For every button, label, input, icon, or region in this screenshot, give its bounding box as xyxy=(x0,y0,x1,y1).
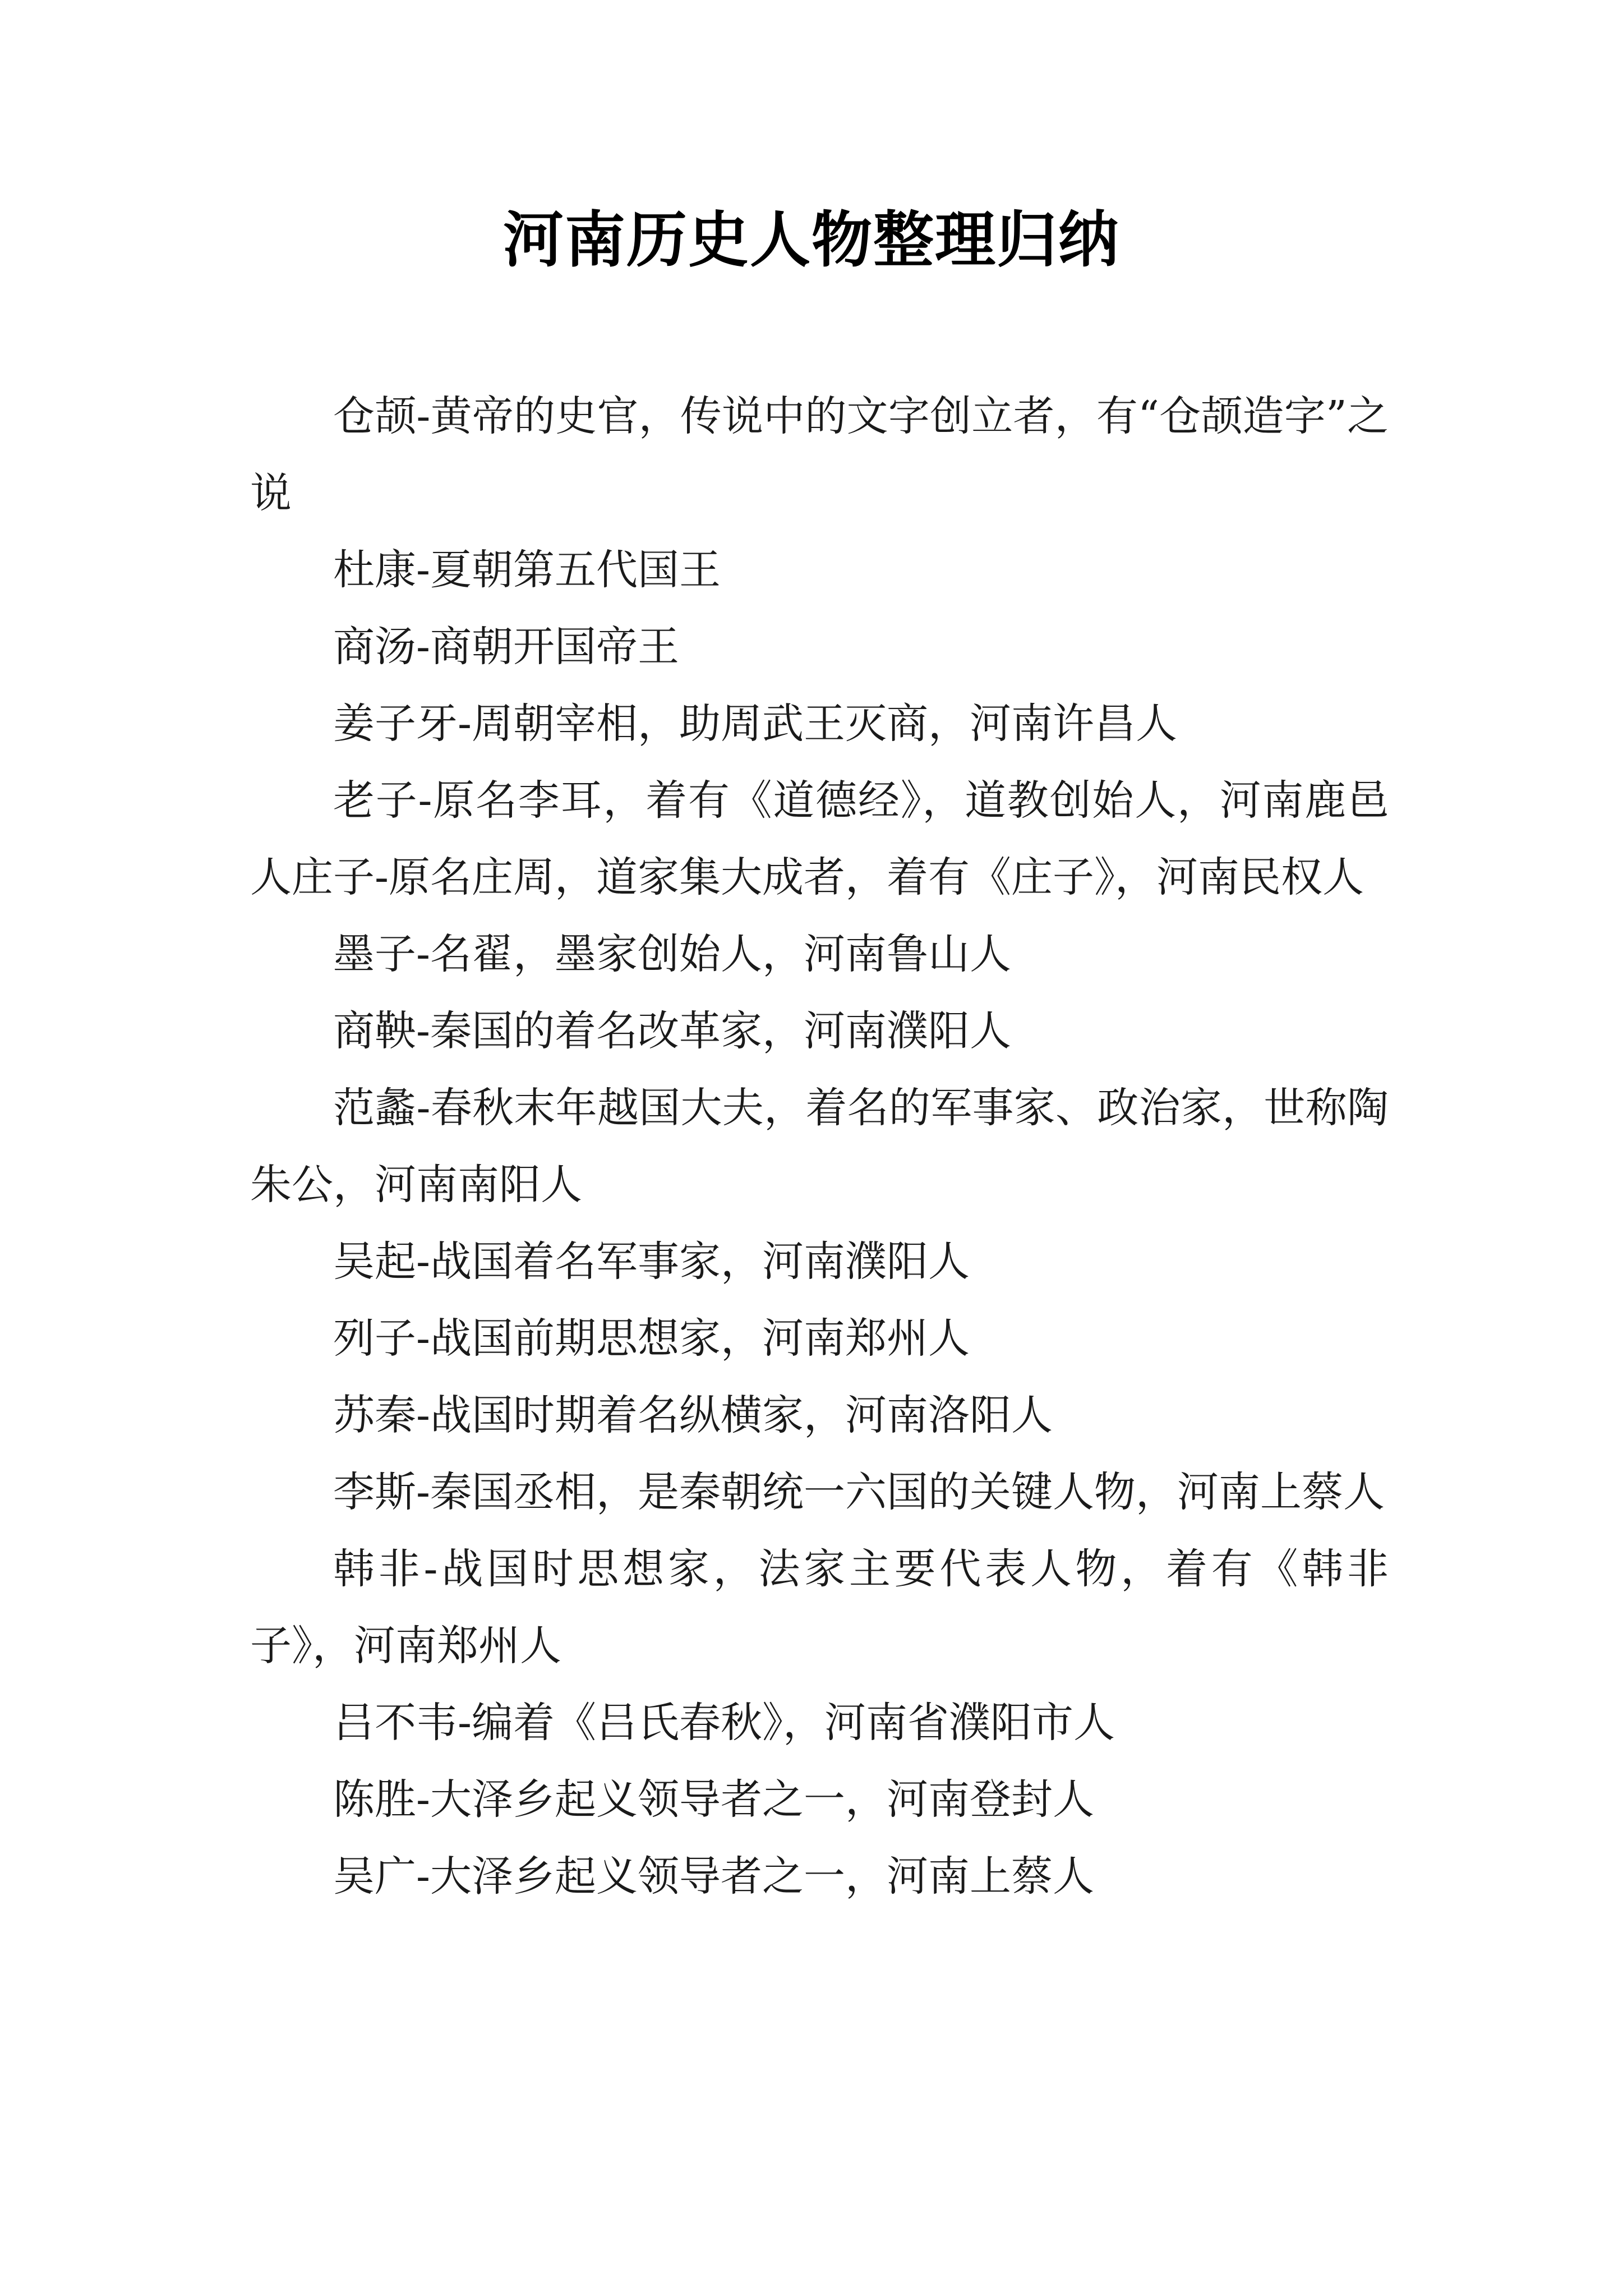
paragraph-lisi: 李斯-秦国丞相，是秦朝统一六国的关键人物，河南上蔡人 xyxy=(333,1468,1385,1516)
paragraph-hanfei: 韩非-战国时思想家，法家主要代表人物，着有《韩非子》，河南郑州人 xyxy=(250,1545,1389,1670)
paragraph-jiangziya: 姜子牙-周朝宰相，助周武王灭商，河南许昌人 xyxy=(333,700,1178,748)
paragraph-laozi-zhuangzi: 老子-原名李耳，着有《道德经》，道教创始人，河南鹿邑人庄子-原名庄周，道家集大成者，着有《庄子》，河南民权人 xyxy=(250,776,1389,901)
paragraph-cangjie: 仓颉-黄帝的史官，传说中的文字创立者，有“仓颉造字”之说 xyxy=(250,392,1389,517)
paragraph-shangyang: 商鞅-秦国的着名改革家，河南濮阳人 xyxy=(333,1007,1012,1055)
paragraph-suqin: 苏秦-战国时期着名纵横家，河南洛阳人 xyxy=(333,1391,1053,1439)
paragraph-wuqi: 吴起-战国着名军事家，河南濮阳人 xyxy=(333,1237,970,1286)
paragraph-wuguang: 吴广-大泽乡起义领导者之一，河南上蔡人 xyxy=(333,1852,1095,1901)
document-body xyxy=(250,378,1389,1915)
paragraph-dukang: 杜康-夏朝第五代国王 xyxy=(333,546,721,594)
paragraph-mozi: 墨子-名翟，墨家创始人，河南鲁山人 xyxy=(333,930,1012,978)
paragraph-liezi: 列子-战国前期思想家，河南郑州人 xyxy=(333,1314,970,1363)
paragraph-lvbuwei: 吕不韦-编着《吕氏春秋》，河南省濮阳市人 xyxy=(333,1699,1115,1747)
paragraph-shangtang: 商汤-商朝开国帝王 xyxy=(333,623,680,671)
document-title: 河南历史人物整理归纳 xyxy=(502,205,1120,275)
paragraph-chensheng: 陈胜-大泽乡起义领导者之一，河南登封人 xyxy=(333,1775,1095,1824)
paragraph-fanli: 范蠡-春秋末年越国大夫，着名的军事家、政治家，世称陶朱公，河南南阳人 xyxy=(250,1084,1389,1209)
